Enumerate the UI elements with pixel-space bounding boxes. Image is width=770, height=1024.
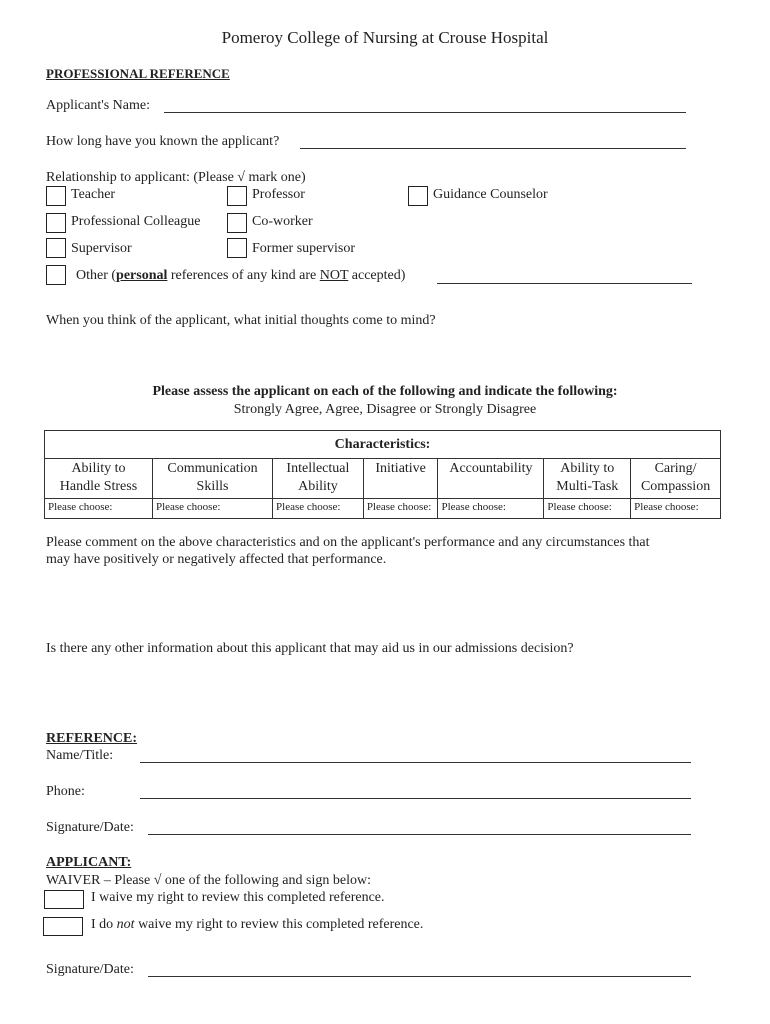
- applicant-heading: APPLICANT:: [46, 855, 132, 870]
- comment-prompt-line1: Please comment on the above characteristics and on the applicant's performance and any circumstances that: [46, 535, 650, 550]
- select-handle-stress[interactable]: Please choose:: [45, 499, 153, 519]
- reference-name-title-field[interactable]: [140, 762, 691, 763]
- other-field[interactable]: [437, 283, 692, 284]
- teacher-checkbox[interactable]: [46, 186, 66, 206]
- professional-colleague-checkbox[interactable]: [46, 213, 66, 233]
- thoughts-answer-area[interactable]: [46, 332, 726, 377]
- select-communication[interactable]: Please choose:: [152, 499, 272, 519]
- supervisor-checkbox[interactable]: [46, 238, 66, 258]
- select-accountability[interactable]: Please choose:: [438, 499, 544, 519]
- characteristics-caption: Characteristics:: [45, 431, 721, 459]
- select-multitask[interactable]: Please choose:: [544, 499, 631, 519]
- section-heading: PROFESSIONAL REFERENCE: [46, 66, 230, 81]
- guidance-counselor-label: Guidance Counselor: [433, 187, 548, 202]
- supervisor-label: Supervisor: [71, 241, 132, 256]
- coworker-checkbox[interactable]: [227, 213, 247, 233]
- guidance-counselor-checkbox[interactable]: [408, 186, 428, 206]
- waive-label: I waive my right to review this completed reference.: [91, 890, 385, 905]
- header-intellectual: Intellectual Ability: [273, 459, 364, 499]
- thoughts-question: When you think of the applicant, what initial thoughts come to mind?: [46, 313, 436, 328]
- header-multitask: Ability to Multi-Task: [544, 459, 631, 499]
- former-supervisor-checkbox[interactable]: [227, 238, 247, 258]
- personal-emphasis: personal: [116, 268, 168, 283]
- waive-checkbox[interactable]: [44, 890, 84, 909]
- teacher-label: Teacher: [71, 187, 116, 202]
- reference-heading: REFERENCE:: [46, 731, 138, 746]
- professor-label: Professor: [252, 187, 305, 202]
- other-checkbox[interactable]: [46, 265, 66, 285]
- header-communication: Communication Skills: [152, 459, 272, 499]
- reference-phone-field[interactable]: [140, 798, 691, 799]
- header-handle-stress: Ability to Handle Stress: [45, 459, 153, 499]
- applicant-signature-label: Signature/Date:: [46, 962, 134, 977]
- not-waive-label: I do not waive my right to review this completed reference.: [91, 917, 424, 932]
- applicant-signature-field[interactable]: [148, 976, 691, 977]
- waiver-prompt: WAIVER – Please √ one of the following and sign below:: [46, 873, 371, 888]
- comment-prompt-line2: may have positively or negatively affected that performance.: [46, 552, 387, 567]
- select-caring[interactable]: Please choose:: [631, 499, 721, 519]
- coworker-label: Co-worker: [252, 214, 313, 229]
- professional-colleague-label: Professional Colleague: [71, 214, 201, 229]
- not-emphasis: NOT: [319, 268, 349, 283]
- relationship-prompt: Relationship to applicant: (Please √ mark one): [46, 170, 306, 185]
- reference-signature-label: Signature/Date:: [46, 820, 134, 835]
- applicant-name-field[interactable]: [164, 112, 686, 113]
- assess-instruction: Please assess the applicant on each of the following and indicate the following:: [152, 384, 618, 399]
- reference-name-title-label: Name/Title:: [46, 748, 114, 763]
- reference-phone-label: Phone:: [46, 784, 85, 799]
- professor-checkbox[interactable]: [227, 186, 247, 206]
- select-initiative[interactable]: Please choose:: [363, 499, 438, 519]
- known-duration-field[interactable]: [300, 148, 686, 149]
- reference-signature-field[interactable]: [148, 834, 691, 835]
- header-initiative: Initiative: [363, 459, 438, 499]
- known-duration-label: How long have you known the applicant?: [46, 134, 280, 149]
- not-waive-checkbox[interactable]: [43, 917, 83, 936]
- select-intellectual[interactable]: Please choose:: [273, 499, 364, 519]
- former-supervisor-label: Former supervisor: [252, 241, 356, 256]
- characteristics-table: [44, 430, 721, 519]
- assess-scale: Strongly Agree, Agree, Disagree or Strongly Disagree: [233, 402, 537, 417]
- other-label: Other (personal references of any kind are NOT accepted): [76, 268, 406, 283]
- header-caring: Caring/ Compassion: [631, 459, 721, 499]
- page-title: Pomeroy College of Nursing at Crouse Hospital: [221, 28, 549, 47]
- other-info-answer-area[interactable]: [46, 662, 726, 722]
- other-info-question: Is there any other information about this applicant that may aid us in our admissions decision?: [46, 641, 574, 656]
- header-accountability: Accountability: [438, 459, 544, 499]
- applicant-name-label: Applicant's Name:: [46, 98, 150, 113]
- comment-answer-area[interactable]: [46, 572, 726, 632]
